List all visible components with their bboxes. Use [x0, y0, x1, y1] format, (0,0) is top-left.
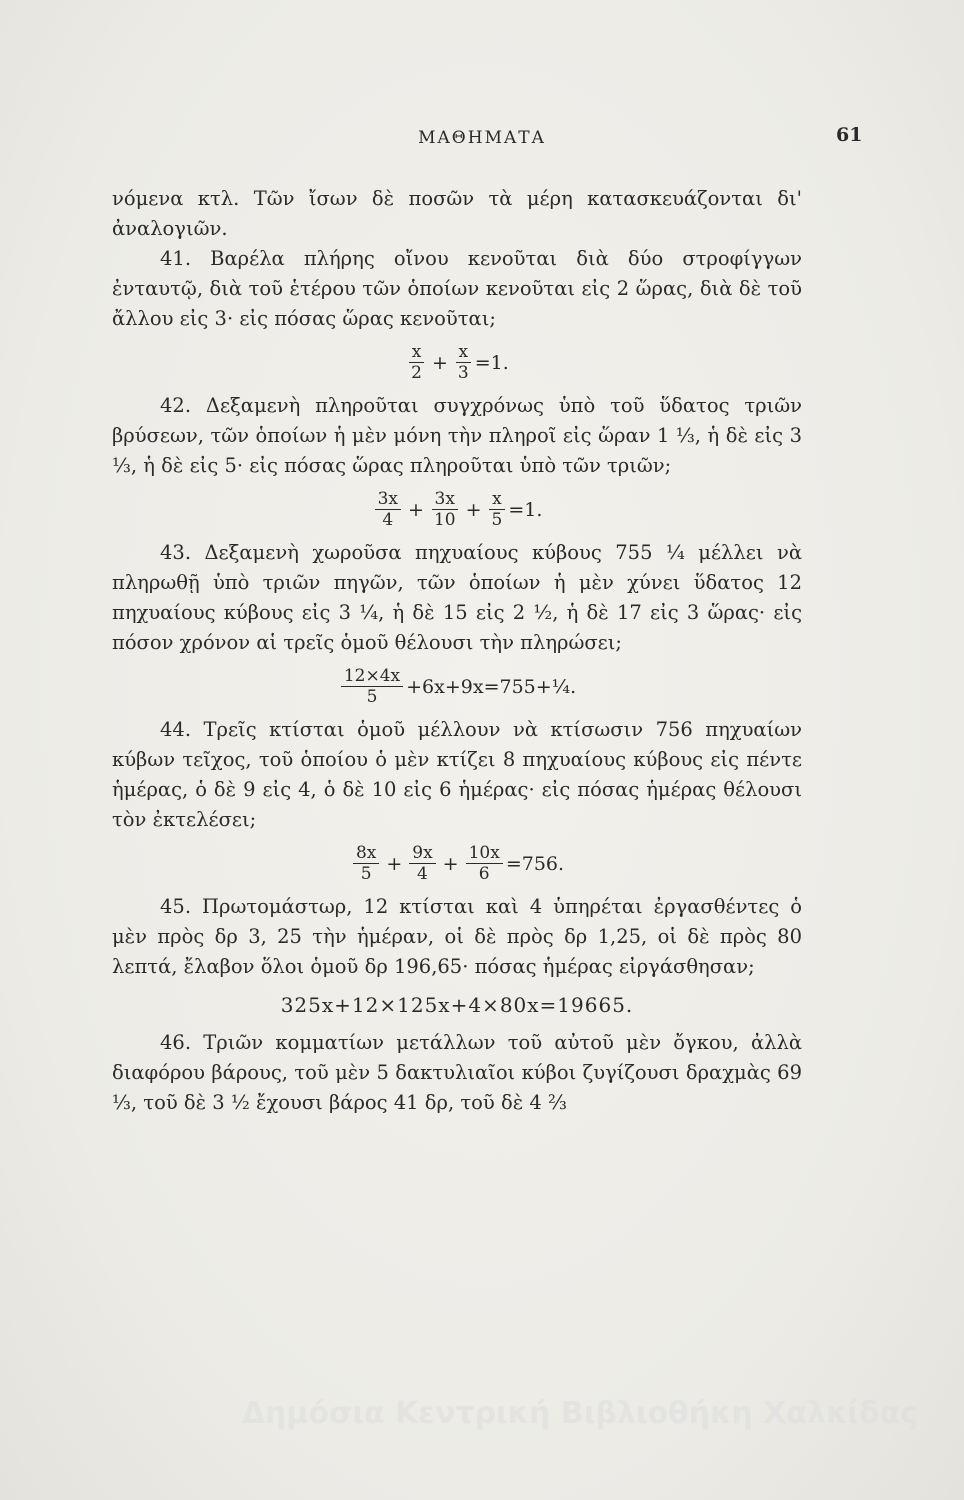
fraction: $\frac{10x}{6}$ [466, 843, 503, 884]
problem-text: Πρωτομάστωρ, 12 κτίσται καὶ 4 ὑπηρέται ἐργασθέντες ὁ μὲν πρὸς δρ 3, 25 τὴν ἡμέραν, οἱ δὲ πρὸς δρ 1,25, οἱ δὲ πρὸς 80 λεπτά, ἔλαβον ὅλοι ὁμοῦ δρ 196,65· πόσας ἡμέρας εἰργάσθησαν; [112, 895, 802, 978]
fraction: $\frac{9x}{4}$ [409, 843, 435, 884]
problem-text: Τριῶν κομματίων μετάλλων τοῦ αὐτοῦ μὲν ὄγκου, ἀλλὰ διαφόρου βάρους, τοῦ μὲν 5 δακτυλιαῖοι κύβοι ζυγίζουσι δραχμὰς 69 ⅓, τοῦ δὲ 3 ½ ἔχουσι βάρος 41 δρ, τοῦ δὲ 4 ⅔ [112, 1031, 802, 1114]
problem-46 [112, 1028, 802, 1118]
problem-number: 45. [160, 895, 192, 918]
problem-number: 44. [160, 718, 192, 741]
problem-number: 42. [160, 394, 192, 417]
problem-41 [112, 244, 802, 334]
paragraph-40-tail: νόμενα κτλ. Τῶν ἴσων δὲ ποσῶν τὰ μέρη κατασκευάζονται δι' ἀναλογιῶν. [112, 187, 802, 240]
equation-45: 325x+12×125x+4×80x=19665. [280, 993, 634, 1017]
problem-number: 46. [160, 1031, 192, 1054]
equation-43: $\frac{12\times 4x}{5}$ +6x+9x=755+¼. [112, 666, 802, 707]
page-number: 61 [836, 124, 863, 146]
problem-text: Βαρέλα πλήρης οἴνου κενοῦται διὰ δύο στροφίγγων ἐνταυτῷ, διὰ τοῦ ἑτέρου τῶν ὁποίων κενοῦται εἰς 2 ὥρας, διὰ δὲ τοῦ ἄλλου εἰς 3· εἰς πόσας ὥρας κενοῦται; [112, 247, 802, 330]
problem-number: 41. [160, 247, 192, 270]
running-title: ΜΑΘΗΜΑΤΑ [418, 128, 546, 148]
problem-43 [112, 538, 802, 658]
fraction: $\frac{x}{5}$ [489, 489, 506, 530]
fraction: $\frac{3x}{10}$ [431, 489, 459, 530]
fraction: $\frac{12\times 4x}{5}$ [341, 666, 403, 707]
fraction: $\frac{8x}{5}$ [353, 843, 379, 884]
problem-text: Τρεῖς κτίσται ὁμοῦ μέλλουν νὰ κτίσωσιν 756 πηχυαίων κύβων τεῖχος, τοῦ ὁποίου ὁ μὲν κτίζει 8 πηχυαίους κύβους εἰς πέντε ἡμέρας, ὁ δὲ 9 εἰς 4, ὁ δὲ 10 εἰς 6 ἡμέρας· εἰς πόσας ἡμέρας θέλουσι τὸν ἐκτελέσει; [112, 718, 802, 831]
fraction: $\frac{3x}{4}$ [375, 489, 401, 530]
equation-44: $\frac{8x}{5}$ + $\frac{9x}{4}$ + $\frac{10x}{6}$ =756. [112, 843, 802, 884]
problem-42 [112, 391, 802, 481]
problem-44 [112, 715, 802, 835]
problem-text: Δεξαμενὴ πληροῦται συγχρόνως ὑπὸ τοῦ ὕδατος τριῶν βρύσεων, τῶν ὁποίων ἡ μὲν μόνη τὴν πληροῖ εἰς ὥραν 1 ⅓, ἡ δὲ εἰς 3 ⅓, ἡ δὲ εἰς 5· εἰς πόσας ὥρας πληροῦται ὑπὸ τῶν τριῶν; [112, 394, 802, 477]
equation-42: $\frac{3x}{4}$ + $\frac{3x}{10}$ + $\frac{x}{5}$ =1. [112, 489, 802, 530]
problem-45 [112, 892, 802, 982]
fraction: $\frac{x}{2}$ [408, 342, 425, 383]
problem-number: 43. [160, 541, 192, 564]
library-watermark: Δημόσια Κεντρική Βιβλιοθήκη Χαλκίδας [241, 1396, 918, 1431]
problem-text: Δεξαμενὴ χωροῦσα πηχυαίους κύβους 755 ¼ μέλλει νὰ πληρωθῇ ὑπὸ τριῶν πηγῶν, τῶν ὁποίων ἡ μὲν χύνει ὕδατος 12 πηχυαίους κύβους εἰς 3 ¼, ἡ δὲ 15 εἰς 2 ½, ἡ δὲ 17 εἰς 3 ὥρας· εἰς πόσον χρόνον αἱ τρεῖς ὁμοῦ θέλουσι τὴν πληρώσει; [112, 541, 802, 654]
equation-41: $\frac{x}{2}$ + $\frac{x}{3}$ =1. [112, 342, 802, 383]
page-body [112, 184, 802, 1118]
fraction: $\frac{x}{3}$ [455, 342, 472, 383]
